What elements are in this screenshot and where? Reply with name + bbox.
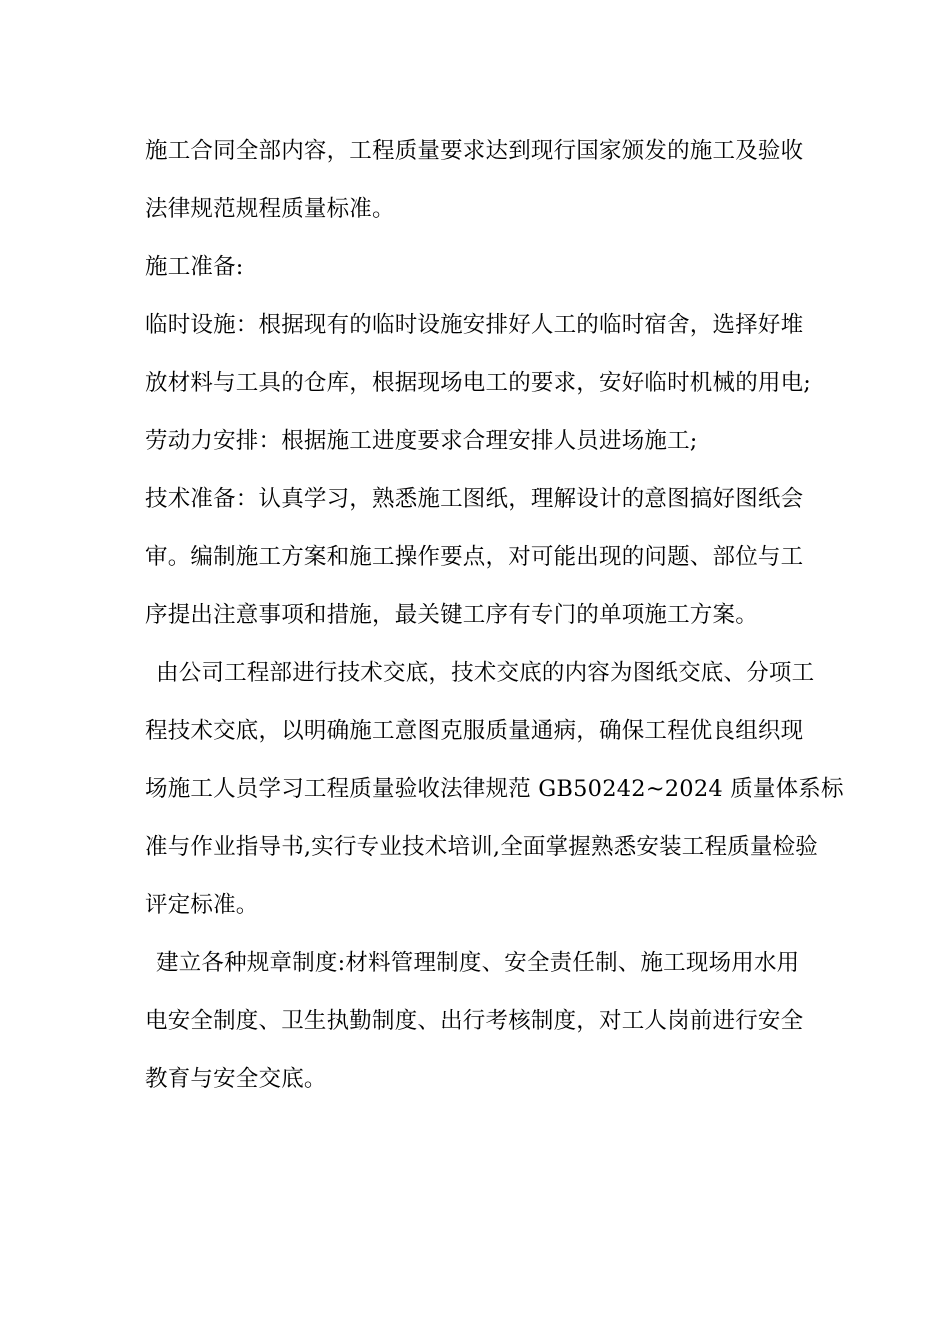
paragraph-technical-briefing (145, 644, 844, 934)
paragraph-rules-and-regulations (145, 934, 815, 1108)
paragraph-labor-arrangement (145, 412, 815, 470)
text-line: 临时设施：根据现有的临时设施安排好人工的临时宿舍，选择好堆 (145, 312, 804, 338)
text-line: 法律规范规程质量标准。 (145, 196, 395, 222)
paragraph-temporary-facilities (145, 296, 815, 412)
text-line: 场施工人员学习工程质量验收法律规范 GB50242~2024 质量体系标 (145, 776, 844, 802)
text-line: 技术准备：认真学习，熟悉施工图纸，理解设计的意图搞好图纸会 (145, 486, 804, 512)
document-body (145, 122, 844, 1108)
text-line: 审。编制施工方案和施工操作要点，对可能出现的问题、部位与工 (145, 544, 804, 570)
text-line: 由公司工程部进行技术交底，技术交底的内容为图纸交底、分项工 (156, 660, 815, 686)
text-line: 序提出注意事项和措施，最关键工序有专门的单项施工方案。 (145, 602, 758, 628)
text-line: 劳动力安排：根据施工进度要求合理安排人员进场施工; (145, 428, 698, 454)
section-heading: 施工准备: (145, 254, 244, 280)
text-line: 准与作业指导书,实行专业技术培训,全面掌握熟悉安装工程质量检验 (145, 834, 819, 860)
text-line: 评定标准。 (145, 892, 259, 918)
text-line: 建立各种规章制度:材料管理制度、安全责任制、施工现场用水用 (156, 950, 800, 976)
text-line: 施工合同全部内容，工程质量要求达到现行国家颁发的施工及验收 (145, 138, 804, 164)
text-line: 程技术交底，以明确施工意图克服质量通病，确保工程优良组织现 (145, 718, 804, 744)
text-line: 放材料与工具的仓库，根据现场电工的要求，安好临时机械的用电; (145, 370, 812, 396)
paragraph-construction-preparation-heading (145, 238, 815, 296)
text-line: 教育与安全交底。 (145, 1066, 327, 1092)
text-line: 电安全制度、卫生执勤制度、出行考核制度，对工人岗前进行安全 (145, 1008, 804, 1034)
paragraph-technical-preparation (145, 470, 815, 644)
paragraph-contract-scope (145, 122, 815, 238)
